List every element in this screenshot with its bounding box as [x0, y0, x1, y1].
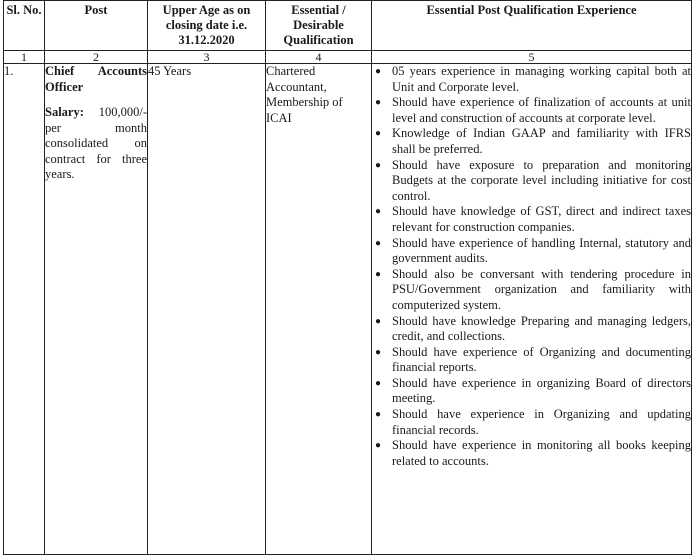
post-title-line1: Chief Accounts [45, 64, 147, 78]
header-age-text: Upper Age as on closing date i.e. 31.12.2020 [162, 3, 251, 47]
list-item-text: Knowledge of Indian GAAP and familiarity with IFRS shall be preferred. [392, 126, 691, 156]
list-item [372, 95, 691, 126]
bullet-icon: ● [375, 377, 382, 389]
bullet-icon: ● [375, 268, 382, 280]
bullet-icon: ● [375, 409, 382, 421]
list-item [372, 438, 691, 469]
list-item-text: Should have experience in monitoring all books keeping related to accounts. [392, 438, 691, 468]
list-item-text: Should have exposure to preparation and monitoring Budgets at the corporate level including initiative for cost control. [392, 157, 691, 203]
list-item-text: Should have knowledge Preparing and managing ledgers, credit, and collections. [392, 313, 691, 344]
list-item-text: Should have experience in organizing Board of directors meeting. [392, 375, 691, 406]
column-number: 1 [4, 51, 45, 64]
vacancy-table [3, 0, 692, 555]
post-cell [45, 64, 148, 555]
list-item [372, 158, 691, 205]
upper-age-value: 45 Years [148, 64, 192, 78]
header-sl-no [4, 1, 45, 51]
salary-text [45, 105, 147, 183]
column-number: 4 [266, 51, 372, 64]
list-item [372, 126, 691, 157]
list-item-text: Should have experience of Organizing and documenting financial reports. [392, 344, 691, 375]
bullet-icon: ● [375, 97, 382, 109]
sl-number-cell [4, 64, 45, 555]
bullet-icon: ● [375, 346, 382, 358]
column-number-row [4, 51, 692, 64]
bullet-icon: ● [375, 440, 382, 452]
qualification-value: Chartered Accountant, Membership of ICAI [266, 64, 343, 125]
salary-value: 100,000/- per month consolidated on contract for three years. [45, 105, 147, 181]
list-item [372, 64, 691, 95]
experience-cell [372, 64, 692, 555]
list-item-text: Should have knowledge of GST, direct and indirect taxes relevant for construction companies. [392, 204, 691, 234]
list-item [372, 267, 691, 314]
column-number: 5 [372, 51, 692, 64]
header-upper-age [148, 1, 266, 51]
qualification-cell [266, 64, 372, 555]
experience-list [372, 64, 691, 469]
header-post-text: Post [84, 3, 108, 17]
bullet-icon: ● [375, 237, 382, 249]
header-sl-text: Sl. No. [6, 3, 42, 17]
list-item [372, 204, 691, 235]
header-exp-text: Essential Post Qualification Experience [426, 3, 637, 17]
column-number: 2 [45, 51, 148, 64]
header-experience [372, 1, 692, 51]
list-item-text: Should also be conversant with tendering procedure in PSU/Government organization and familiarity with computerized system. [392, 266, 691, 312]
upper-age-cell [148, 64, 266, 555]
list-item-text: Should have experience of handling Internal, statutory and government audits. [392, 235, 691, 266]
post-title-line2: Officer [45, 79, 84, 94]
list-item [372, 376, 691, 407]
bullet-icon: ● [375, 206, 382, 218]
bullet-icon: ● [375, 315, 382, 327]
bullet-icon: ● [375, 159, 382, 171]
list-item-text: Should have experience of finalization of accounts at unit level and construction of accounts at corporate level. [392, 95, 691, 125]
list-item [372, 236, 691, 267]
table-row [4, 64, 692, 555]
list-item-text: 05 years experience in managing working capital both at Unit and Corporate level. [392, 64, 691, 94]
sl-number: 1. [4, 64, 14, 78]
header-qual-text: Essential / Desirable Qualification [283, 3, 354, 47]
column-number: 3 [148, 51, 266, 64]
header-row [4, 1, 692, 51]
list-item [372, 407, 691, 438]
list-item-text: Should have experience in Organizing and updating financial records. [392, 407, 691, 437]
list-item [372, 345, 691, 376]
list-item [372, 314, 691, 345]
salary-label: Salary: [45, 105, 84, 119]
header-post [45, 1, 148, 51]
header-qualification [266, 1, 372, 51]
bullet-icon: ● [375, 66, 382, 77]
bullet-icon: ● [375, 128, 382, 140]
